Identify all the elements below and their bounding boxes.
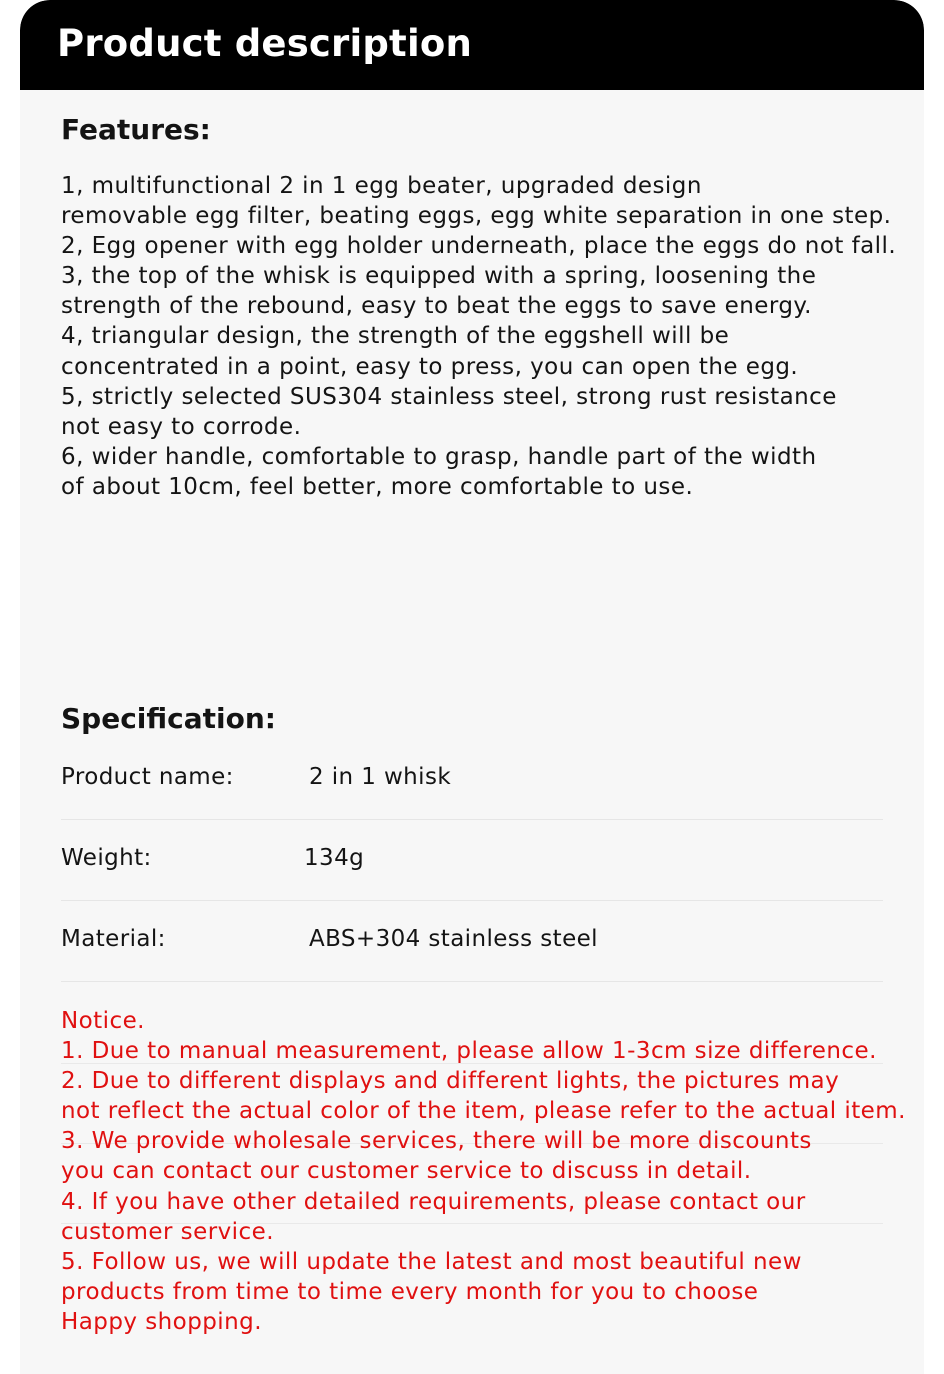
spec-row-weight [61,819,883,901]
feature-line: 2, Egg opener with egg holder underneath, place the eggs do not fall. [61,233,897,260]
feature-line: 6, wider handle, comfortable to grasp, handle part of the width [61,443,817,470]
notice-line: you can contact our customer service to discuss in detail. [61,1158,752,1185]
feature-line: not easy to corrode. [61,413,302,440]
header-bar [20,0,924,90]
features-list [61,171,896,502]
feature-line: concentrated in a point, easy to press, you can open the egg. [61,353,799,380]
feature-line: 5, strictly selected SUS304 stainless steel, strong rust resistance [61,383,837,410]
feature-line: removable egg filter, beating eggs, egg white separation in one step. [61,203,892,230]
notice-line: 1. Due to manual measurement, please allow 1-3cm size difference. [61,1038,877,1065]
spec-label: Weight: [61,845,152,871]
notice-line: not reflect the actual color of the item, please refer to the actual item. [61,1098,906,1125]
feature-line: of about 10cm, feel better, more comfortable to use. [61,473,694,500]
spec-value: ABS+304 stainless steel [309,926,598,952]
notice-line: 3. We provide wholesale services, there will be more discounts [61,1128,812,1155]
spec-row-material [61,900,883,982]
notice-line: 4. If you have other detailed requirements, please contact our [61,1188,806,1215]
notice-line: customer service. [61,1218,274,1245]
spec-value: 2 in 1 whisk [309,764,452,790]
feature-line: 3, the top of the whisk is equipped with a spring, loosening the [61,263,817,290]
notice-line: Notice. [61,1008,145,1034]
feature-line: 4, triangular design, the strength of the eggshell will be [61,323,730,350]
notice-line: 2. Due to different displays and different lights, the pictures may [61,1068,840,1095]
feature-line: 1, multifunctional 2 in 1 egg beater, upgraded design [61,173,702,199]
spec-label: Product name: [61,764,234,790]
notice-line: Happy shopping. [61,1308,262,1335]
notice-line: products from time to time every month for you to choose [61,1278,759,1305]
specification-heading: Specification: [61,702,276,735]
spec-value: 134g [304,845,365,871]
product-description-card [20,0,924,1374]
spec-row-product-name [61,738,883,820]
feature-line: strength of the rebound, easy to beat the eggs to save energy. [61,293,812,320]
notice-list [61,1006,906,1337]
spec-label: Material: [61,926,166,952]
page-title: Product description [57,22,472,65]
notice-line: 5. Follow us, we will update the latest and most beautiful new [61,1248,802,1275]
features-heading: Features: [61,113,211,146]
